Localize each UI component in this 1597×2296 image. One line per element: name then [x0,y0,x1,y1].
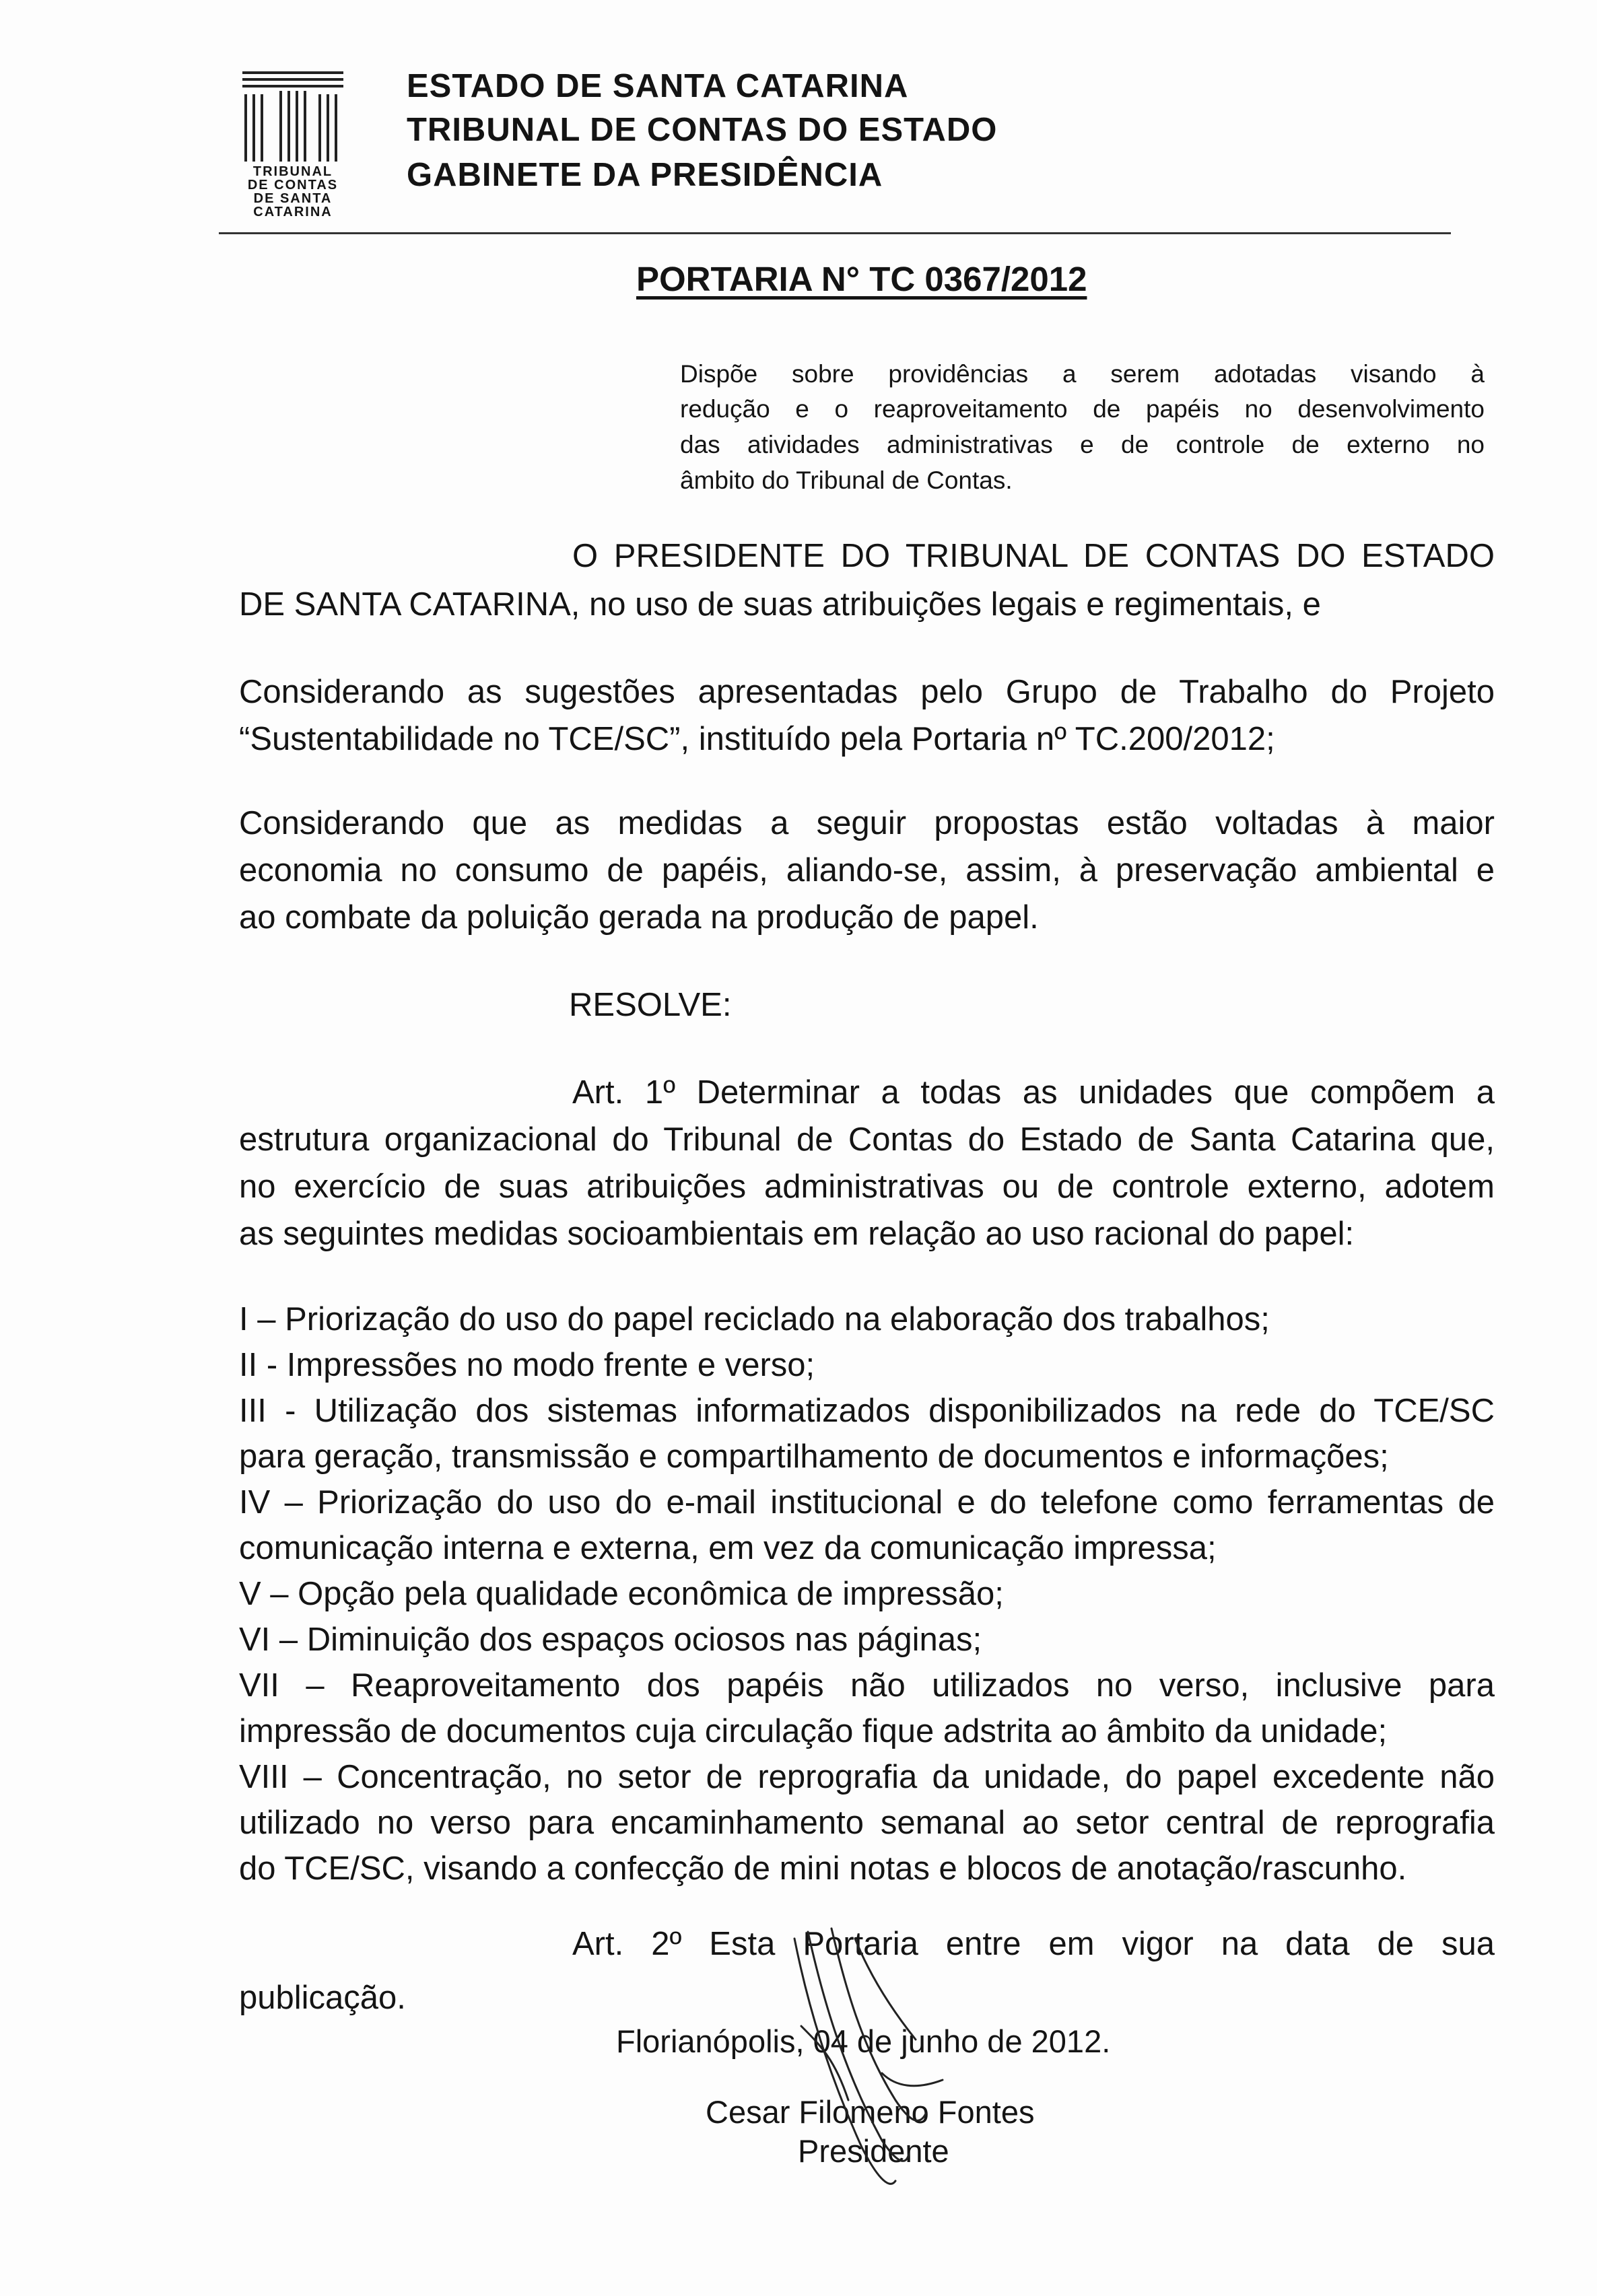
logo-text-3: DE SANTA [253,191,333,206]
item-line: para geração, transmissão e compartilhamento de documentos e informações; [239,1438,1389,1475]
date-line: Florianópolis, 04 de junho de 2012. [616,2023,1111,2059]
preamble-line: DE SANTA CATARINA, no uso de suas atribuições legais e regimentais, e [239,586,1321,623]
logo-text-4: CATARINA [253,205,333,219]
header-tribunal: TRIBUNAL DE CONTAS DO ESTADO [407,112,998,148]
art1-line: no exercício de suas atribuições administrativas ou de controle externo, adotem [239,1169,1495,1205]
item-line: II - Impressões no modo frente e verso; [239,1347,815,1383]
preamble-line: O PRESIDENTE DO TRIBUNAL DE CONTAS DO ESTADO [572,538,1495,574]
considerando-line: Considerando as sugestões apresentadas pelo Grupo de Trabalho do Projeto [239,674,1495,710]
ementa-line: das atividades administrativas e de controle de externo no [680,431,1485,458]
item-line: I – Priorização do uso do papel reciclado na elaboração dos trabalhos; [239,1301,1270,1337]
item-line: VII – Reaproveitamento dos papéis não utilizados no verso, inclusive para [239,1667,1495,1704]
resolve-heading: RESOLVE: [569,987,732,1023]
considerando-line: Considerando que as medidas a seguir propostas estão voltadas à maior [239,805,1495,841]
logo-text-2: DE CONTAS [247,178,339,193]
item-line: utilizado no verso para encaminhamento semanal ao setor central de reprografia [239,1805,1495,1841]
art1-line: as seguintes medidas socioambientais em relação ao uso racional do papel: [239,1216,1355,1252]
signer-title: Presidente [798,2133,949,2169]
item-line: IV – Priorização do uso do e-mail institucional e do telefone como ferramentas de [239,1484,1495,1521]
considerando-line: “Sustentabilidade no TCE/SC”, instituído pela Portaria nº TC.200/2012; [239,721,1275,757]
header-gabinete: GABINETE DA PRESIDÊNCIA [407,157,883,193]
header-rule [219,232,1451,234]
item-line: do TCE/SC, visando a confecção de mini notas e blocos de anotação/rascunho. [239,1850,1407,1887]
ementa-line: Dispõe sobre providências a serem adotadas visando à [680,360,1485,388]
art1-line: estrutura organizacional do Tribunal de Contas do Estado de Santa Catarina que, [239,1121,1495,1158]
considerando-line: ao combate da poluição gerada na produção de papel. [239,899,1039,936]
document-title: PORTARIA N° TC 0367/2012 [636,260,1087,298]
art2-line: publicação. [239,1980,406,2016]
item-line: VI – Diminuição dos espaços ociosos nas páginas; [239,1622,982,1658]
ementa-line: redução e o reaproveitamento de papéis no desenvolvimento [680,395,1485,423]
art1-line: Art. 1º Determinar a todas as unidades que compõem a [572,1074,1495,1111]
item-line: VIII – Concentração, no setor de reprografia da unidade, do papel excedente não [239,1759,1495,1795]
ementa-line: âmbito do Tribunal de Contas. [680,466,1013,494]
item-line: V – Opção pela qualidade econômica de impressão; [239,1576,1004,1612]
item-line: impressão de documentos cuja circulação fique adstrita ao âmbito da unidade; [239,1713,1388,1749]
art2-line: Art. 2º Esta Portaria entre em vigor na data de sua [572,1926,1495,1962]
logo-text-1: TRIBUNAL [252,164,333,179]
considerando-line: economia no consumo de papéis, aliando-se, assim, à preservação ambiental e [239,852,1495,889]
item-line: comunicação interna e externa, em vez da comunicação impressa; [239,1530,1217,1566]
signer-name: Cesar Filomeno Fontes [706,2094,1035,2130]
header-state: ESTADO DE SANTA CATARINA [407,68,909,104]
item-line: III - Utilização dos sistemas informatizados disponibilizados na rede do TCE/SC [239,1393,1495,1429]
handwritten-signature [781,1925,956,2194]
